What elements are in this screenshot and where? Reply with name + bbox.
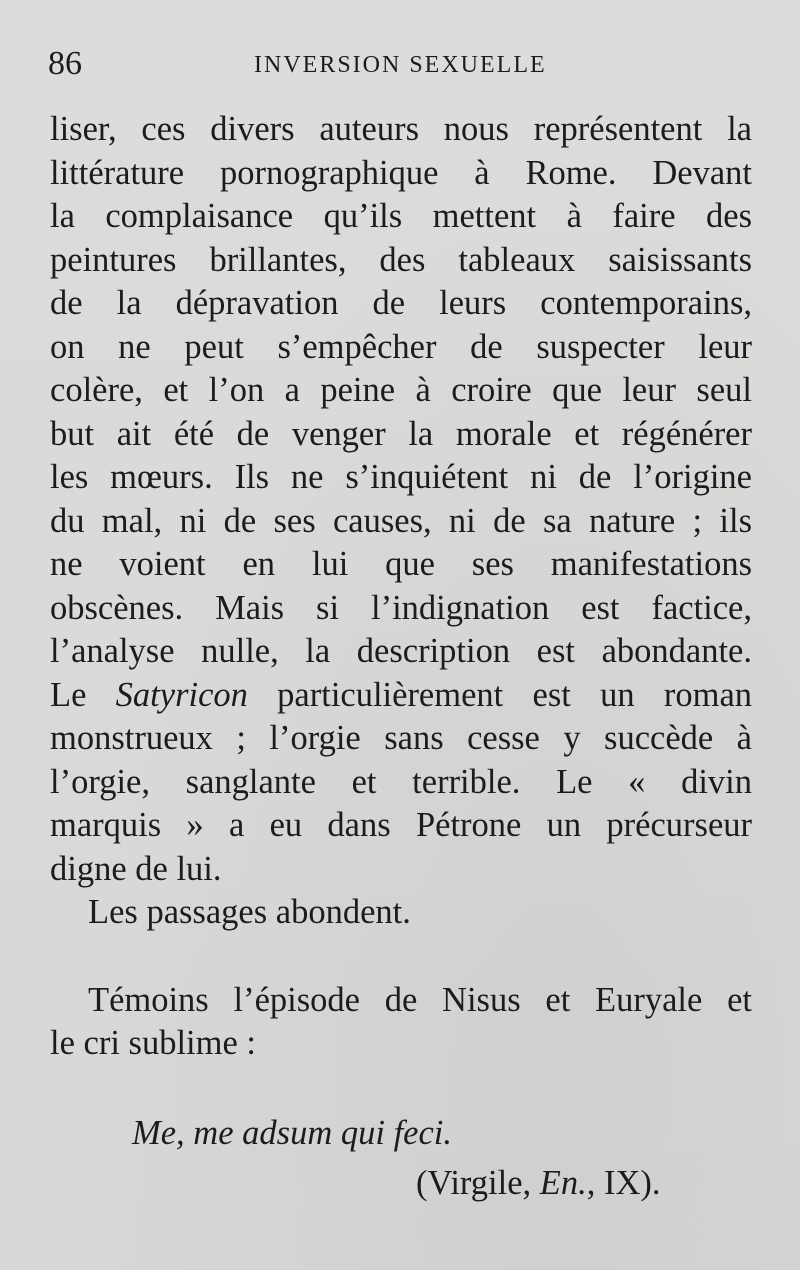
text-line: peintures brillantes, des tableaux saisissants bbox=[50, 240, 752, 279]
text-line: but ait été de venger la morale et régénérer bbox=[50, 414, 752, 453]
text-line: monstrueux ; l’orgie sans cesse y succède à bbox=[50, 719, 752, 757]
text-line: le cri sublime : bbox=[50, 1024, 256, 1062]
latin-quotation: Me, me adsum qui feci. bbox=[132, 1113, 453, 1152]
satyricon-suffix: particulièrement est un roman bbox=[247, 675, 753, 714]
text-line: digne de lui. bbox=[50, 849, 222, 888]
text-line: Témoins l’épisode de Nisus et Euryale et bbox=[88, 980, 752, 1019]
text-line: les mœurs. Ils ne s’inquiétent ni de l’origine bbox=[50, 458, 752, 496]
text-line: ne voient en lui que ses manifestations bbox=[50, 545, 752, 583]
text-line: littérature pornographique à Rome. Devant bbox=[50, 153, 752, 192]
citation-author: (Virgile, bbox=[416, 1163, 540, 1202]
text-line: on ne peut s’empêcher de suspecter leur bbox=[50, 327, 752, 366]
text-line: colère, et l’on a peine à croire que leur seul bbox=[50, 371, 752, 409]
satyricon-title: Satyricon bbox=[115, 675, 248, 714]
running-title: INVERSION SEXUELLE bbox=[254, 52, 547, 78]
text-line: l’orgie, sanglante et terrible. Le « divin bbox=[50, 762, 752, 801]
text-line: du mal, ni de ses causes, ni de sa nature ; ils bbox=[50, 501, 752, 540]
satyricon-prefix: Le bbox=[50, 675, 116, 714]
citation bbox=[50, 1158, 752, 1208]
text-line: de la dépravation de leurs contemporains, bbox=[50, 284, 752, 322]
citation-work: En. bbox=[539, 1163, 587, 1202]
text-line-satyricon bbox=[50, 674, 752, 718]
running-head bbox=[48, 44, 748, 84]
text-line: marquis » a eu dans Pétrone un précurseur bbox=[50, 806, 752, 844]
text-line: l’analyse nulle, la description est abondante. bbox=[50, 632, 752, 670]
paragraph-passages: Les passages abondent. bbox=[88, 893, 411, 931]
citation-ref: , IX). bbox=[586, 1163, 661, 1202]
text-line: obscènes. Mais si l’indignation est factice, bbox=[50, 588, 752, 627]
quote-gap bbox=[50, 1066, 752, 1108]
text-line: la complaisance qu’ils mettent à faire des bbox=[50, 197, 752, 235]
text-line: liser, ces divers auteurs nous représentent la bbox=[50, 110, 752, 148]
paragraph-gap bbox=[50, 935, 752, 979]
page-number: 86 bbox=[48, 45, 82, 82]
body-text bbox=[50, 108, 752, 1208]
